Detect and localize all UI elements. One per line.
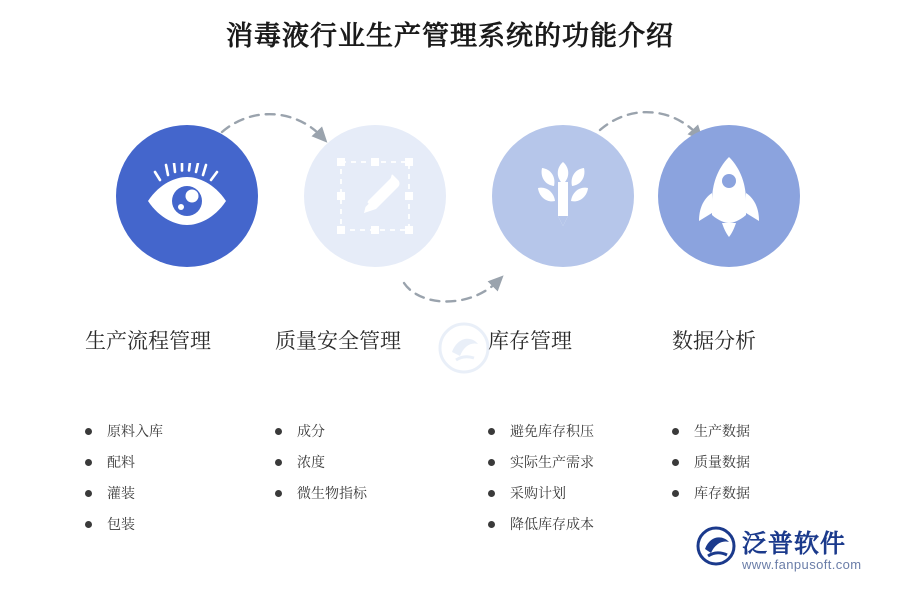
icon-circles-row [0,125,900,295]
list-item: 质量数据 [672,454,872,470]
feature-column-2 [275,325,475,516]
list-item: 包装 [85,516,285,532]
column-bullet-list [275,423,475,501]
step-circle-2[interactable] [304,125,446,267]
step-circle-3[interactable] [492,125,634,267]
feature-column-3 [488,325,688,547]
list-item: 生产数据 [672,423,872,439]
eye-icon [144,163,230,229]
column-title: 质量安全管理 [275,330,401,353]
page-title: 消毒液行业生产管理系统的功能介绍 [226,21,674,51]
pen-tool-icon [332,153,418,239]
step-circle-1[interactable] [116,125,258,267]
column-bullet-list [85,423,285,532]
feature-column-1 [85,325,285,547]
logo-website-url: www.fanpusoft.com [742,557,862,572]
feature-column-4 [672,325,872,516]
list-item: 微生物指标 [275,485,475,501]
column-title: 数据分析 [672,330,756,353]
list-item: 成分 [275,423,475,439]
fanpusoft-logo-icon [696,526,736,566]
list-item: 降低库存成本 [488,516,688,532]
list-item: 实际生产需求 [488,454,688,470]
list-item: 采购计划 [488,485,688,501]
column-title: 库存管理 [488,330,572,353]
list-item: 配料 [85,454,285,470]
step-circle-4[interactable] [658,125,800,267]
column-bullet-list [672,423,872,501]
rocket-icon [689,153,769,239]
list-item: 灌装 [85,485,285,501]
column-title: 生产流程管理 [85,330,211,353]
list-item: 避免库存积压 [488,423,688,439]
column-bullet-list [488,423,688,532]
wheat-pencil-icon [526,152,600,240]
list-item: 原料入库 [85,423,285,439]
logo-company-name: 泛普软件 [742,530,847,558]
brand-logo [696,524,882,582]
list-item: 库存数据 [672,485,872,501]
list-item: 浓度 [275,454,475,470]
